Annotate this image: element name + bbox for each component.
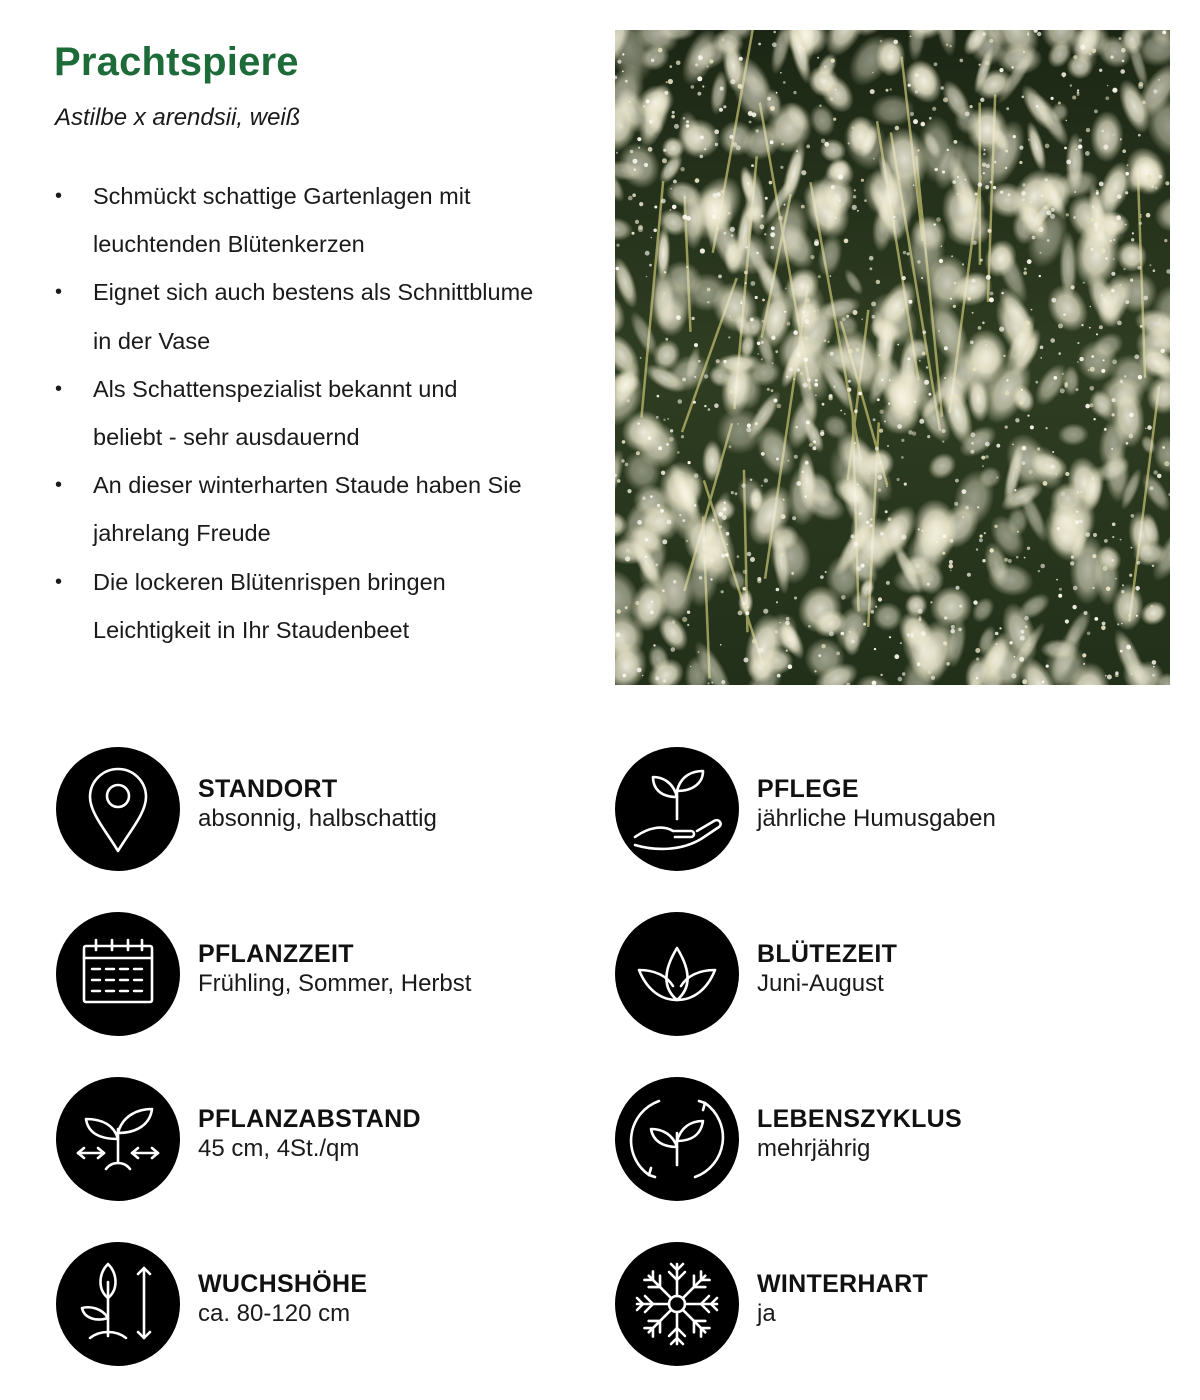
location-pin-icon bbox=[56, 747, 180, 871]
bullet-dot-icon: • bbox=[55, 281, 63, 304]
snowflake-icon bbox=[615, 1242, 739, 1366]
feature-value: absonnig, halbschattig bbox=[198, 805, 437, 832]
feature-label: PFLANZABSTAND bbox=[198, 1105, 421, 1133]
feature-lebenszyklus bbox=[615, 1077, 1135, 1201]
bullet-item: • Die lockeren Blütenrispen bringen Leichtigkeit in Ihr Staudenbeet bbox=[55, 558, 585, 654]
bullet-dot-icon: • bbox=[55, 570, 63, 593]
feature-pflanzzeit bbox=[56, 912, 576, 1036]
feature-label: BLÜTEZEIT bbox=[757, 940, 898, 968]
feature-winterhart bbox=[615, 1242, 1135, 1366]
calendar-icon bbox=[56, 912, 180, 1036]
lotus-flower-icon bbox=[615, 912, 739, 1036]
plant-spacing-icon bbox=[56, 1077, 180, 1201]
feature-label: WINTERHART bbox=[757, 1270, 929, 1298]
feature-label: STANDORT bbox=[198, 775, 338, 803]
bullet-item: • Als Schattenspezialist bekannt und beliebt - sehr ausdauernd bbox=[55, 365, 585, 461]
feature-pflege bbox=[615, 747, 1135, 871]
product-title: Prachtspiere bbox=[54, 40, 299, 84]
product-subtitle: Astilbe x arendsii, weiß bbox=[55, 104, 301, 131]
feature-value: 45 cm, 4St./qm bbox=[198, 1135, 360, 1162]
feature-value: ja bbox=[757, 1300, 776, 1327]
feature-value: Juni-August bbox=[757, 970, 884, 997]
bullet-dot-icon: • bbox=[55, 377, 63, 400]
feature-label: PFLANZZEIT bbox=[198, 940, 354, 968]
bullet-item: • Eignet sich auch bestens als Schnittblume in der Vase bbox=[55, 268, 585, 364]
plant-height-icon bbox=[56, 1242, 180, 1366]
bullet-dot-icon: • bbox=[55, 474, 63, 497]
feature-label: WUCHSHÖHE bbox=[198, 1270, 368, 1298]
feature-pflanzabstand bbox=[56, 1077, 576, 1201]
feature-label: PFLEGE bbox=[757, 775, 859, 803]
feature-value: Frühling, Sommer, Herbst bbox=[198, 970, 472, 997]
bullet-item: • An dieser winterharten Staude haben Sie jahrelang Freude bbox=[55, 461, 585, 557]
feature-value: jährliche Humusgaben bbox=[757, 805, 996, 832]
feature-value: mehrjährig bbox=[757, 1135, 871, 1162]
product-photo bbox=[615, 30, 1170, 685]
feature-bullet-list bbox=[55, 172, 585, 654]
feature-wuchshoehe bbox=[56, 1242, 576, 1366]
bullet-item: • Schmückt schattige Gartenlagen mit leuchtenden Blütenkerzen bbox=[55, 172, 585, 268]
feature-value: ca. 80-120 cm bbox=[198, 1300, 351, 1327]
bullet-dot-icon: • bbox=[55, 185, 63, 207]
feature-label: LEBENSZYKLUS bbox=[757, 1105, 963, 1133]
lifecycle-leaf-icon bbox=[615, 1077, 739, 1201]
feature-standort bbox=[56, 747, 576, 871]
hand-seedling-icon bbox=[615, 747, 739, 871]
feature-bluetezeit bbox=[615, 912, 1135, 1036]
